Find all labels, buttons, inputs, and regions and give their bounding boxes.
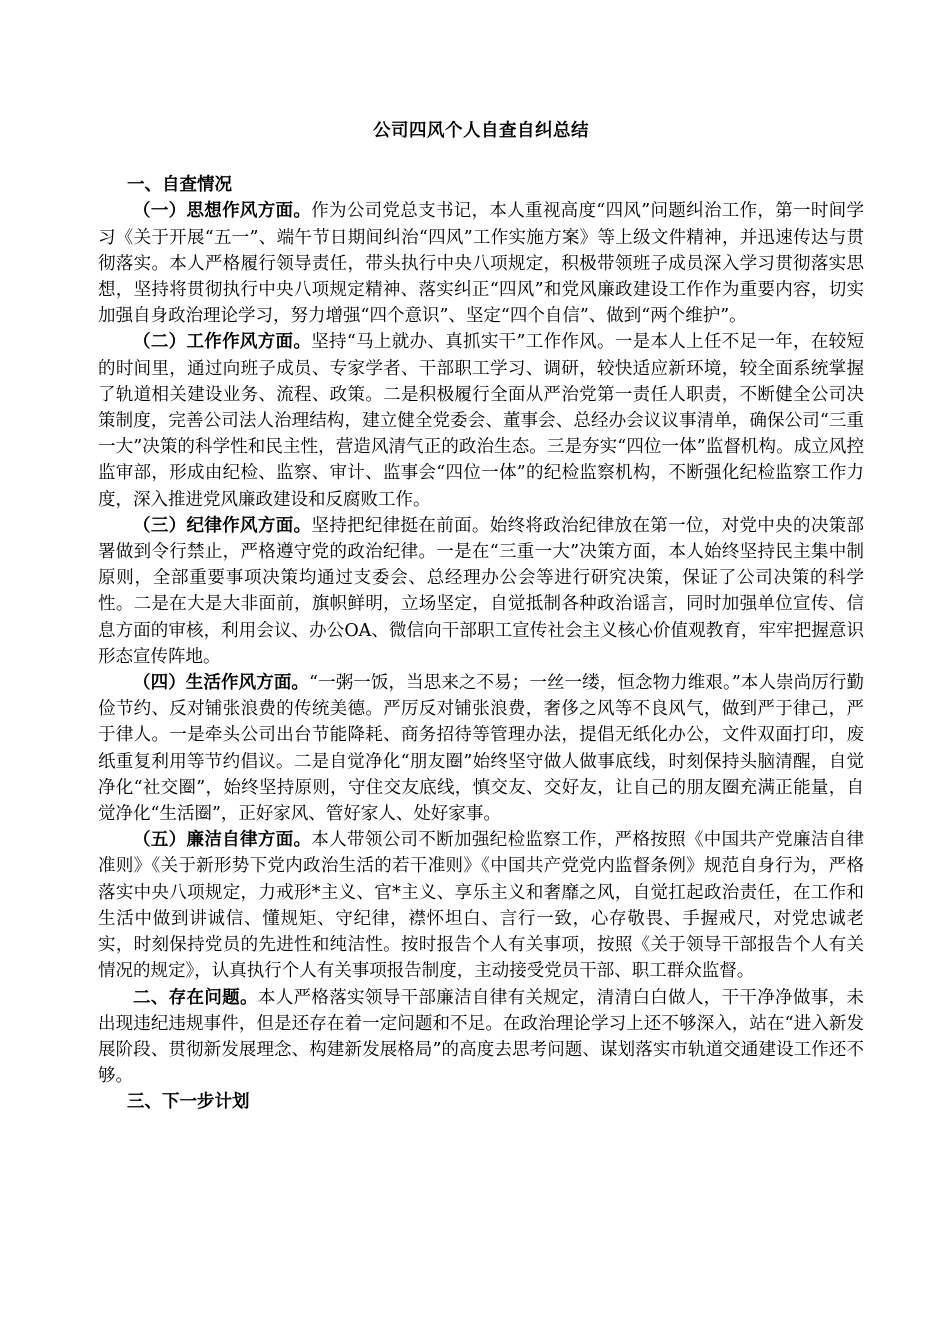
paragraph-life-style — [98, 670, 864, 827]
paragraph-lead: （三）纪律作风方面。 — [133, 515, 312, 536]
paragraph-work-style — [98, 329, 864, 512]
paragraph-lead: （二）工作作风方面。 — [133, 332, 312, 353]
paragraph-lead: 二、存在问题。 — [133, 987, 258, 1008]
paragraph-lead: （五）廉洁自律方面。 — [133, 830, 312, 851]
document-page — [98, 118, 864, 1116]
paragraph-existing-problems — [98, 985, 864, 1090]
paragraph-lead: （四）生活作风方面。 — [133, 673, 310, 694]
section-heading-self-check: 一、自查情况 — [127, 175, 232, 196]
paragraph-lead: （一）思想作风方面。 — [133, 201, 312, 222]
paragraph-body: 坚持“马上就办、真抓实干”工作作风。一是本人上任不足一年，在较短的时间里，通过向班子成员、专家学者、干部职工学习、调研，较快适应新环境，较全面系统掌握了轨道相关建设业务、流程、政策。二是积极履行全面从严治党第一责任人职责，不断健全公司决策制度，完善公司法人治理结构，建立健全党委会、董事会、总经办会议议事清单，确保公司“三重一大”决策的科学性和民主性，营造风清气正的政治生态。三是夯实“四位一体”监督机构。成立风控监审部，形成由纪检、监察、审计、监事会“四位一体”的纪检监察机构，不断强化纪检监察工作力度，深入推进党风廉政建设和反腐败工作。 — [98, 332, 864, 510]
paragraph-body: 本人严格落实领导干部廉洁自律有关规定，清清白白做人，干干净净做事，未出现违纪违规事件，但是还存在着一定问题和不足。在政治理论学习上还不够深入，站在“进入新发展阶段、贯彻新发展理念、构建新发展格局”的高度去思考问题、谋划落实市轨道交通建设工作还不够。 — [98, 987, 865, 1087]
paragraph-body: “一粥一饭，当思来之不易；一丝一缕，恒念物力维艰。”本人崇尚厉行勤俭节约、反对铺张浪费的传统美德。严厉反对铺张浪费，奢侈之风等不良风气，做到严于律己，严于律人。一是牵头公司出台节能降耗、商务招待等管理办法，提倡无纸化办公，文件双面打印，废纸重复利用等节约倡议。二是自觉净化“朋友圈”始终坚守做人做事底线，时刻保持头脑清醒，自觉净化“社交圈”，始终坚持原则，守住交友底线，慎交友、交好友，让自己的朋友圈充满正能量，自觉净化“生活圈”，正好家风、管好家人、处好家事。 — [98, 673, 864, 825]
paragraph-discipline-style — [98, 513, 864, 670]
paragraph-body: 本人带领公司不断加强纪检监察工作，严格按照《中国共产党廉洁自律准则》《关于新形势下党内政治生活的若干准则》《中国共产党党内监督条例》规范自身行为，严格落实中央八项规定，力戒形*主义、官*主义、享乐主义和奢靡之风，自觉扛起政治责任，在工作和生活中做到讲诚信、懂规矩、守纪律，襟怀坦白、言行一致，心存敬畏、手握戒尺，对党忠诚老实，时刻保持党员的先进性和纯洁性。按时报告个人有关事项，按照《关于领导干部报告个人有关情况的规定》，认真执行个人有关事项报告制度，主动接受党员干部、职工群众监督。 — [98, 830, 864, 982]
section-heading-next-plan: 三、下一步计划 — [127, 1092, 250, 1113]
paragraph-body: 作为公司党总支书记，本人重视高度“四风”问题纠治工作，第一时间学习《关于开展“五一”、端午节日期间纠治“四风”工作实施方案》等上级文件精神，并迅速传达与贯彻落实。本人严格履行领导责任，带头执行中央八项规定，积极带领班子成员深入学习贯彻落实思想，坚持将贯彻执行中央八项规定精神、落实纠正“四风”和党风廉政建设工作作为重要内容，切实加强自身政治理论学习，努力增强“四个意识”、坚定“四个自信”、做到“两个维护”。 — [98, 201, 864, 327]
paragraph-ideological-style — [98, 198, 864, 329]
paragraph-body: 坚持把纪律挺在前面。始终将政治纪律放在第一位，对党中央的决策部署做到令行禁止，严格遵守党的政治纪律。一是在“三重一大”决策方面，本人始终坚持民主集中制原则，全部重要事项决策均通过支委会、总经理办公会等进行研究决策，保证了公司决策的科学性。二是在大是大非面前，旗帜鲜明，立场坚定，自觉抵制各种政治谣言，同时加强单位宣传、信息方面的审核，利用会议、办公OA、微信向干部职工宣传社会主义核心价值观教育，牢牢把握意识形态宣传阵地。 — [98, 515, 864, 667]
document-title: 公司四风个人自查自纠总结 — [373, 121, 589, 141]
paragraph-integrity — [98, 827, 864, 984]
